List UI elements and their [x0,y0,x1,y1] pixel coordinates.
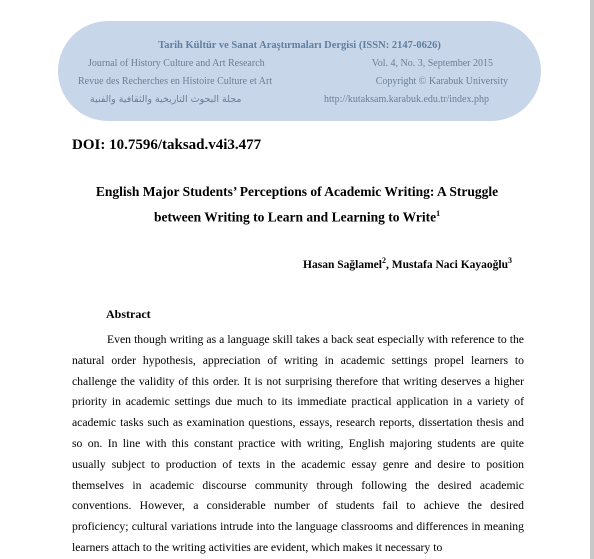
journal-english-name: Journal of History Culture and Art Research [88,58,265,69]
journal-url[interactable]: http://kutaksam.karabuk.edu.tr/index.php [324,94,489,105]
abstract-body: Even though writing as a language skill takes a back seat especially with reference to the natural order hypothesis, appreciation of writing in academic settings propel learners to challenge the validity of this order. It is not surprising therefore that writing deserves a higher priority in academic settings due much to its immediate practical application in a variety of academic tasks such as examination questions, essays, research reports, dissertation thesis and so on. In line with this constant practice with writing, English majoring students are quite usually subject to production of texts in the academic essay genre and desire to position themselves in academic discourse community through following the desired academic conventions. However, a considerable number of students fail to achieve the desired proficiency; cultural variations intrude into the language classrooms and differences in meaning learners attach to the writing activities are evident, which makes it necessary to [72,333,524,554]
author-name: Mustafa Naci Kayaoğlu [391,258,508,271]
volume-info: Vol. 4, No. 3, September 2015 [371,58,493,69]
doi: DOI: 10.7596/taksad.v4i3.477 [72,137,262,153]
author-list [303,256,512,271]
journal-name: Tarih Kültür ve Sanat Araştırmaları Dergisi (ISSN: 2147-0626) [158,40,441,51]
abstract-heading: Abstract [106,307,151,321]
journal-header-banner [58,21,541,121]
author-separator: , [385,258,392,271]
journal-arabic-name: مجلة البحوث التاريخية والثقافية والفنية [90,94,242,105]
author-footnote-marker[interactable]: 3 [508,256,512,265]
title-footnote-marker[interactable]: 1 [436,209,441,218]
author-name: Hasan Sağlamel [303,258,382,271]
author-footnote-marker[interactable]: 2 [381,256,386,265]
paper-title-line-2 [60,203,534,229]
paper-title [60,181,534,229]
copyright-notice: Copyright © Karabuk University [375,76,508,87]
page-edge [590,0,594,559]
paper-title-line-1: English Major Students’ Perceptions of Academic Writing: A Struggle [95,184,499,199]
journal-french-name: Revue des Recherches en Histoire Culture et Art [78,76,273,87]
paper-title-line-2-text: between Writing to Learn and Learning to Write [153,209,437,225]
